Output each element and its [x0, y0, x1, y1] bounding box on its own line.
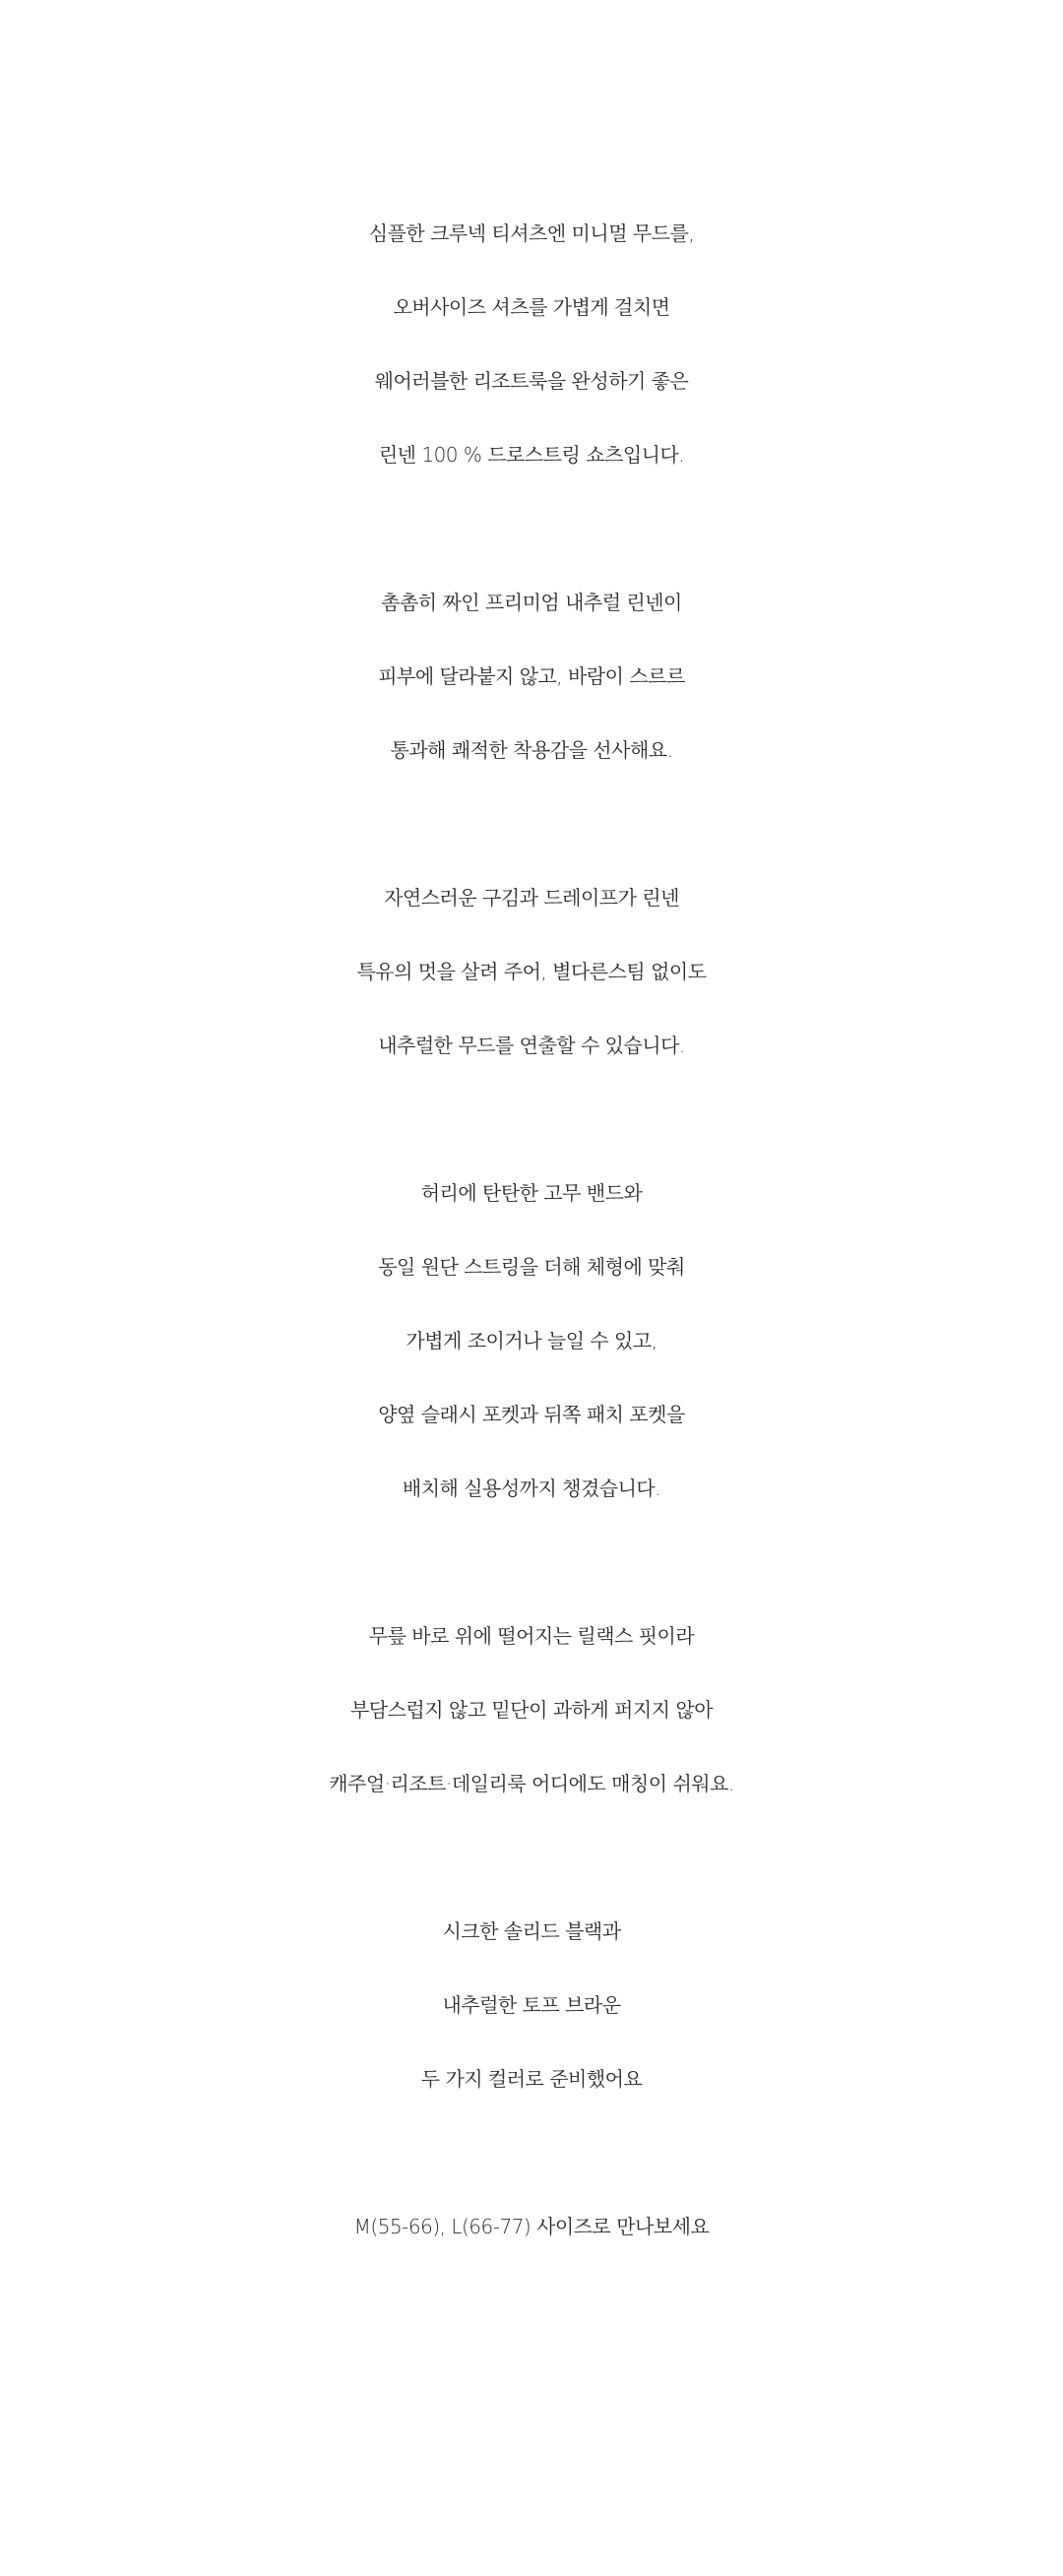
text-line: 동일 원단 스트링을 더해 체형에 맞춰: [378, 1255, 685, 1279]
text-line: 가볍게 조이거나 늘일 수 있고,: [406, 1329, 657, 1352]
text-line: 오버사이즈 셔츠를 가볍게 걸치면: [393, 295, 670, 319]
text-line: 린넨 100 % 드로스트링 쇼츠입니다.: [378, 443, 685, 467]
text-line: 심플한 크루넥 티셔츠엔 미니멀 무드를,: [368, 221, 695, 245]
text-line: 특유의 멋을 살려 주어, 별다른스팀 없이도: [356, 960, 707, 983]
text-line: M(55-66), L(66-77) 사이즈로 만나보세요: [353, 2215, 710, 2238]
text-line: 배치해 실용성까지 챙겼습니다.: [402, 1476, 661, 1500]
paragraph-intro: [0, 197, 1063, 492]
text-line: 통과해 쾌적한 착용감을 선사해요.: [390, 738, 673, 762]
paragraph-details: [0, 1157, 1063, 1526]
paragraph-fabric: [0, 566, 1063, 787]
paragraph-fit: [0, 1600, 1063, 1821]
text-line: 부담스럽지 않고 밑단이 과하게 퍼지지 않아: [349, 1698, 714, 1722]
text-line: 웨어러블한 리조트룩을 완성하기 좋은: [374, 369, 689, 393]
text-line: 자연스러운 구김과 드레이프가 린넨: [384, 886, 679, 910]
text-line: 캐주얼·리조트·데일리룩 어디에도 매칭이 쉬워요.: [329, 1772, 734, 1795]
text-line: 허리에 탄탄한 고무 밴드와: [420, 1181, 643, 1205]
text-line: 시크한 솔리드 블랙과: [442, 1919, 621, 1943]
paragraph-sizes: [0, 2190, 1063, 2264]
text-line: 무릎 바로 위에 떨어지는 릴랙스 핏이라: [368, 1624, 695, 1648]
text-line: 양옆 슬래시 포켓과 뒤쪽 패치 포켓을: [378, 1403, 685, 1426]
paragraph-drape: [0, 861, 1063, 1083]
paragraph-colors: [0, 1895, 1063, 2116]
text-line: 내추럴한 무드를 연출할 수 있습니다.: [378, 1034, 685, 1057]
product-description: [0, 197, 1063, 2338]
text-line: 촘촘히 짜인 프리미엄 내추럴 린넨이: [381, 591, 682, 614]
text-line: 두 가지 컬러로 준비했어요: [420, 2067, 643, 2091]
text-line: 내추럴한 토프 브라운: [442, 1993, 621, 2017]
text-line: 피부에 달라붙지 않고, 바람이 스르르: [378, 664, 685, 688]
